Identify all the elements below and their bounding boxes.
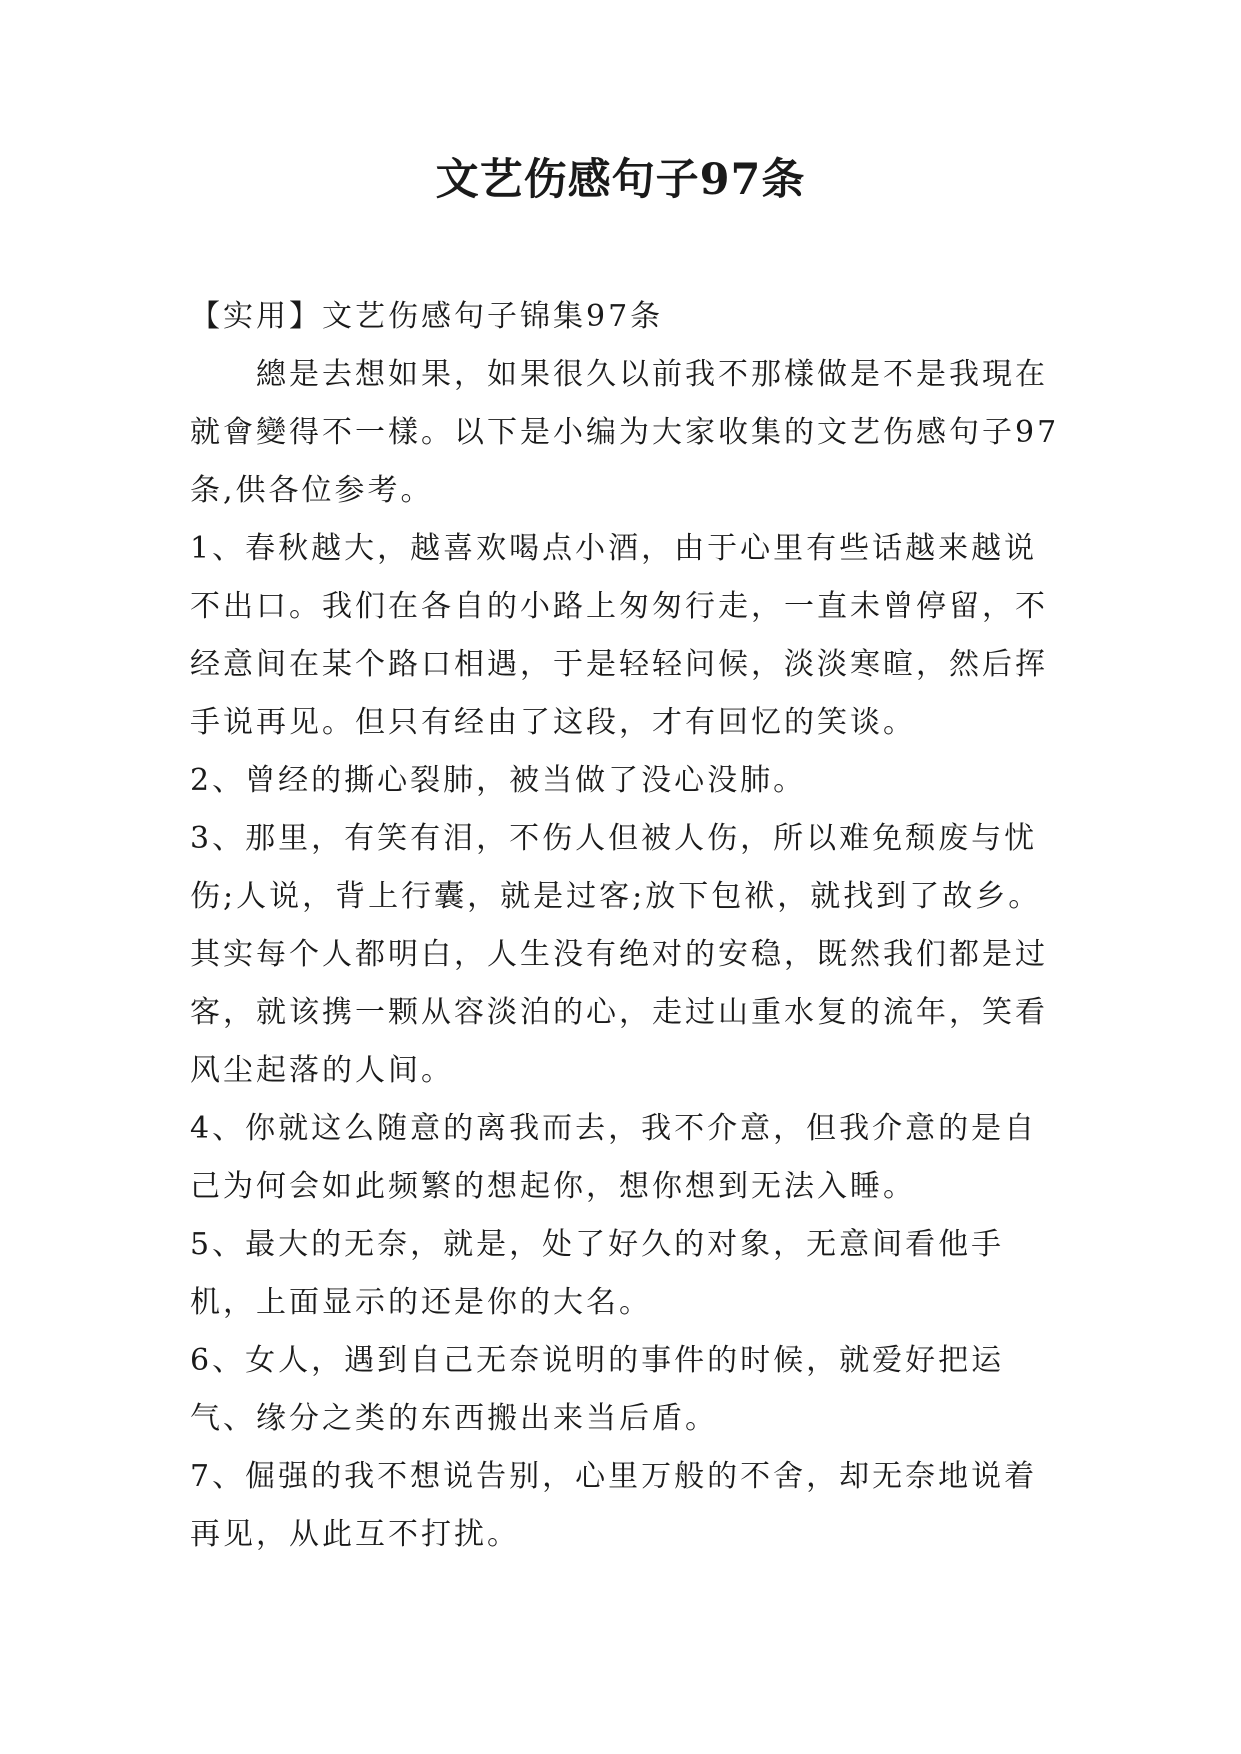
list-item: 2、曾经的撕心裂肺，被当做了没心没肺。 xyxy=(190,763,807,798)
list-item: 6、女人，遇到自己无奈说明的事件的时候，就爱好把运气、缘分之类的东西搬出来当后盾。 xyxy=(190,1343,1005,1436)
document-title: 文艺伤感句子97条 xyxy=(435,155,806,205)
list-item: 5、最大的无奈，就是，处了好久的对象，无意间看他手机，上面显示的还是你的大名。 xyxy=(190,1227,1005,1320)
document-subtitle: 【实用】文艺伤感句子锦集97条 xyxy=(190,299,664,334)
document-body xyxy=(190,288,1060,1564)
list-item: 4、你就这么随意的离我而去，我不介意，但我介意的是自己为何会如此频繁的想起你，想你想到无法入睡。 xyxy=(190,1111,1038,1204)
list-item: 1、春秋越大，越喜欢喝点小酒，由于心里有些话越来越说不出口。我们在各自的小路上匆匆行走，一直未曾停留，不经意间在某个路口相遇，于是轻轻问候，淡淡寒暄，然后挥手说再见。但只有经由了这段，才有回忆的笑谈。 xyxy=(190,531,1048,740)
intro-paragraph: 總是去想如果，如果很久以前我不那樣做是不是我現在就會變得不一樣。以下是小编为大家收集的文艺伤感句子97条,供各位参考。 xyxy=(190,357,1060,508)
list-item: 7、倔强的我不想说告别，心里万般的不舍，却无奈地说着再见，从此互不打扰。 xyxy=(190,1459,1038,1552)
list-item: 3、那里，有笑有泪，不伤人但被人伤，所以难免颓废与忧伤;人说，背上行囊，就是过客;放下包袱，就找到了故乡。其实每个人都明白，人生没有绝对的安稳，既然我们都是过客，就该携一颗从容淡泊的心，走过山重水复的流年，笑看风尘起落的人间。 xyxy=(190,821,1048,1088)
